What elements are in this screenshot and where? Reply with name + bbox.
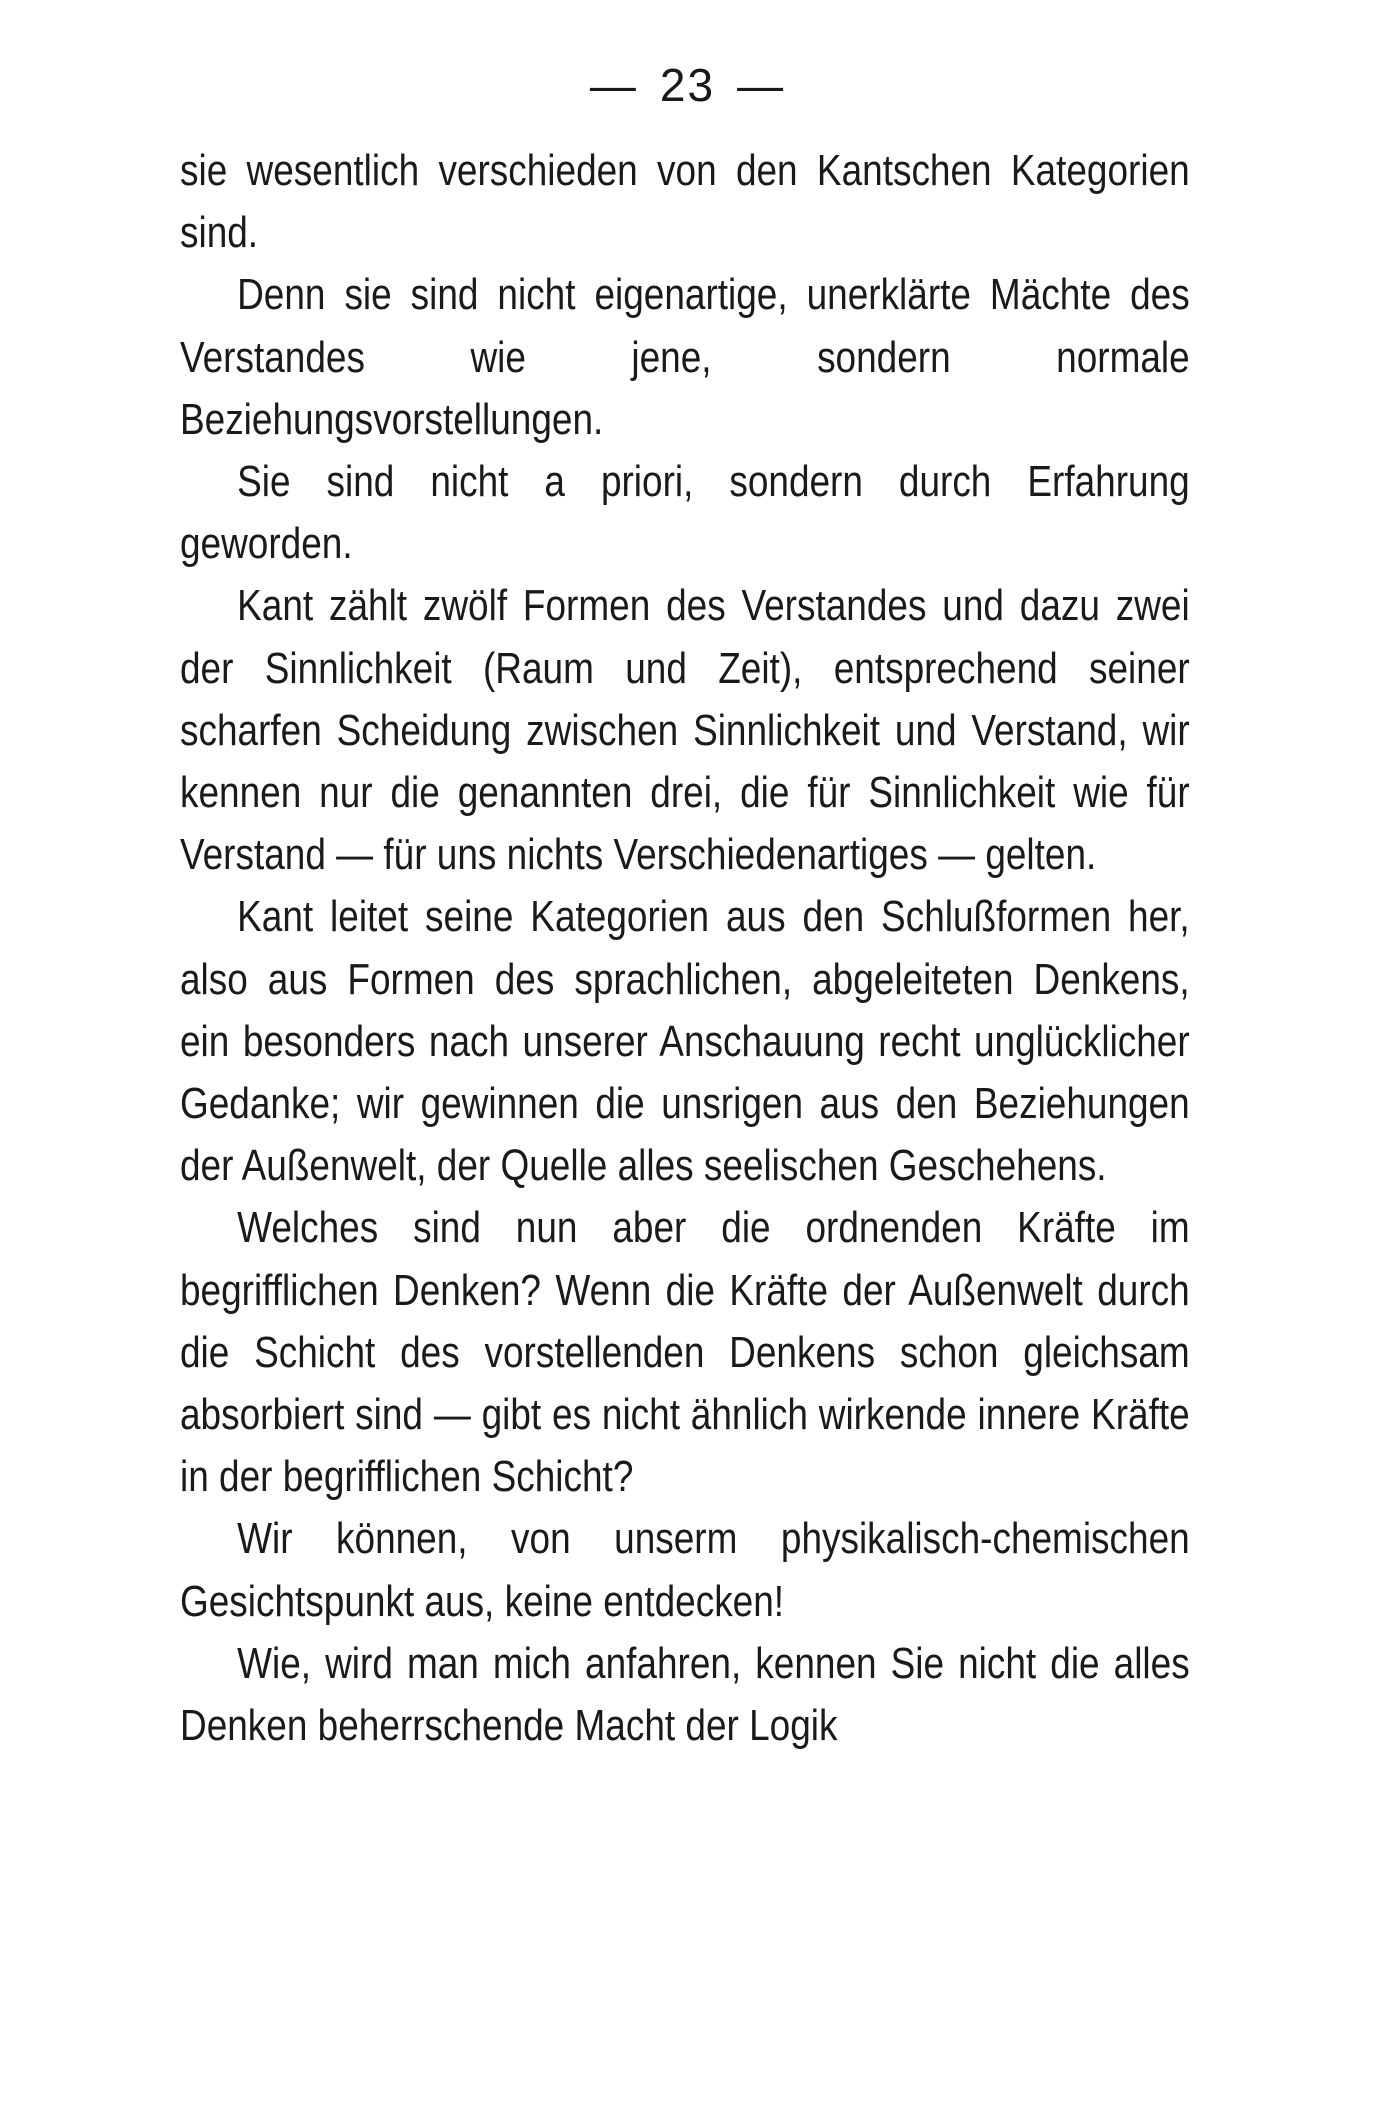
paragraph-1: sie wesentlich verschieden von den Kantschen Kategorien sind. bbox=[180, 146, 1190, 258]
paragraph-8: Wie, wird man mich anfahren, kennen Sie nicht die alles Denken beherrschende Macht der Logik bbox=[180, 1638, 1190, 1751]
paragraph-4: Kant zählt zwölf Formen des Verstandes und dazu zwei der Sinnlichkeit (Raum und Zeit), entsprechend seiner scharfen Scheidung zwischen Sinnlichkeit und Verstand, wir kennen nur die genannten drei, die für Sinnlichkeit wie für Verstand — für uns nichts Verschiedenartiges — gelten. bbox=[180, 581, 1190, 880]
paragraph-5: Kant leitet seine Kategorien aus den Schlußformen her, also aus Formen des sprachlichen, abgeleiteten Denkens, ein besonders nach unserer Anschauung recht unglücklicher Gedanke; wir gewinnen die unsrigen aus den Beziehungen der Außenwelt, der Quelle alles seelischen Geschehens. bbox=[180, 892, 1190, 1191]
paragraph-7: Wir können, von unserm physikalisch-chemischen Gesichtspunkt aus, keine entdecken! bbox=[180, 1514, 1190, 1626]
page-number: 23 bbox=[659, 59, 716, 111]
paragraph-6: Welches sind nun aber die ordnenden Kräfte im begrifflichen Denken? Wenn die Kräfte der Außenwelt durch die Schicht des vorstellenden Denkens schon gleichsam absorbiert sind — gibt es nicht ähnlich wirkende innere Kräfte in der begrifflichen Schicht? bbox=[180, 1203, 1190, 1502]
paragraph-2: Denn sie sind nicht eigenartige, unerklärte Mächte des Verstandes wie jene, sondern normale Beziehungsvorstellungen. bbox=[180, 270, 1190, 444]
header-dash-right: — bbox=[737, 59, 786, 111]
paragraph-3: Sie sind nicht a priori, sondern durch Erfahrung geworden. bbox=[180, 457, 1190, 569]
page-body bbox=[180, 140, 1190, 1757]
page-header bbox=[0, 58, 1375, 112]
header-dash-left: — bbox=[589, 59, 638, 111]
